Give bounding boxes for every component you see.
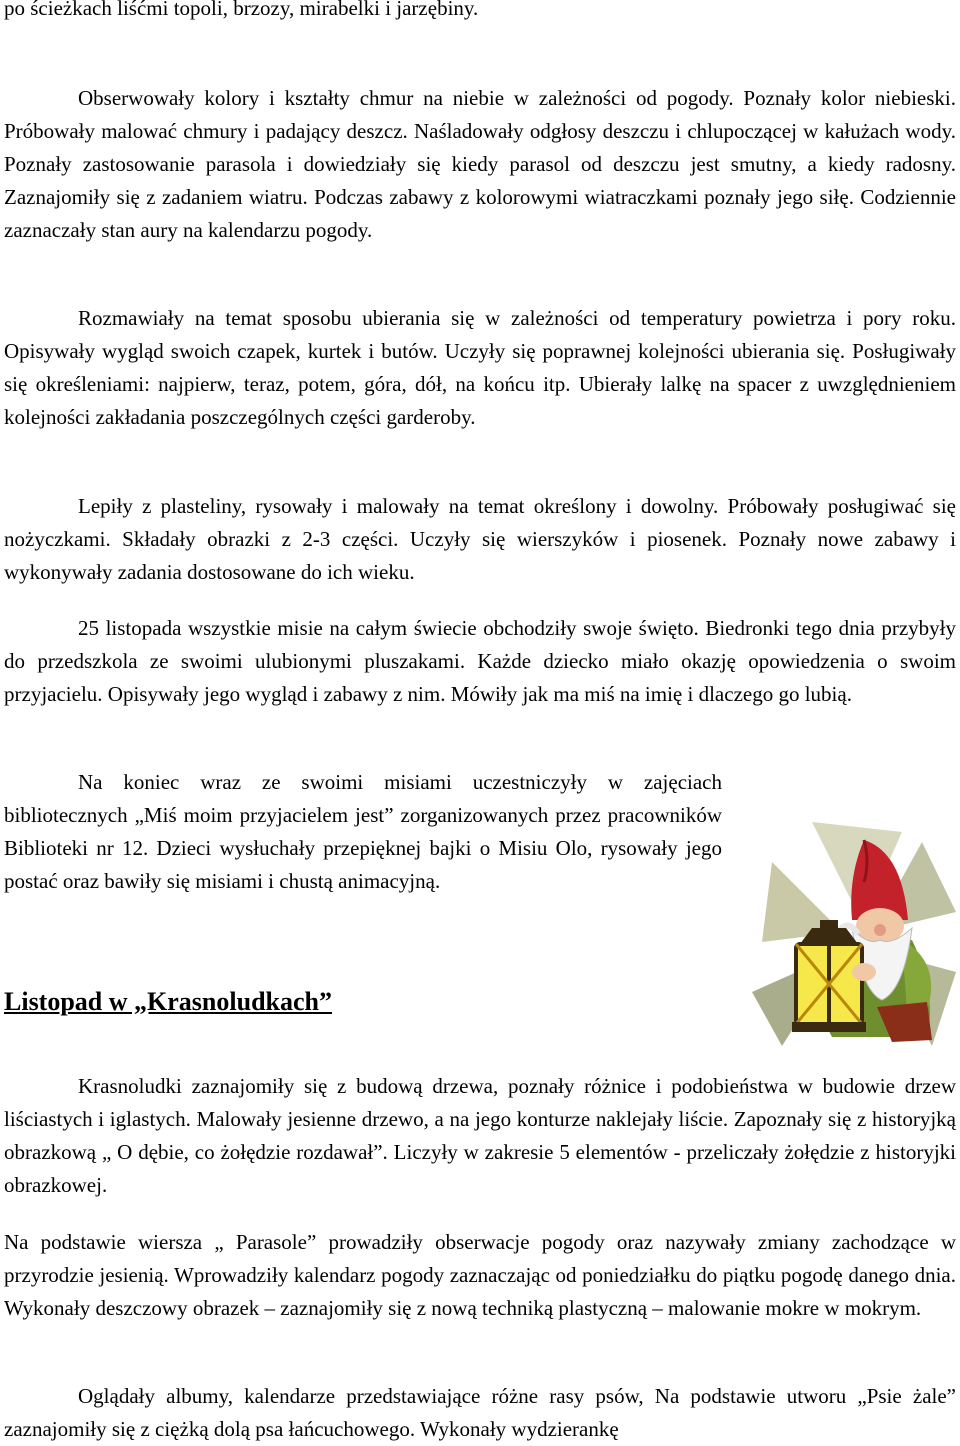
paragraph-teddy-text: 25 listopada wszystkie misie na całym świecie obchodziły swoje święto. Biedronki tego dnia przybyły do przedszkola ze swoimi ulubionymi pluszakami. Każde dziecko miało okazję opowiedzenia o swoim przyjacielu. Opisywały jego wygląd i zabawy z nim. Mówiły jak ma miś na imię i dlaczego go lubią. [4, 616, 956, 706]
paragraph-plasticine-text: Lepiły z plasteliny, rysowały i malowały na temat określony i dowolny. Próbowały posługiwać się nożyczkami. Składały obrazki z 2-3 części. Uczyły się wierszyków i piosenek. Poznały nowe zabawy i wykonywały zadania dostosowane do ich wieku. [4, 494, 956, 584]
paragraph-clouds [4, 82, 956, 247]
paragraph-clothing-text: Rozmawiały na temat sposobu ubierania się w zależności od temperatury powietrza i pory roku. Opisywały wygląd swoich czapek, kurtek i butów. Uczyły się poprawnej kolejności ubierania się. Posługiwały się określeniami: najpierw, teraz, potem, góra, dół, na końcu itp. Ubierały lalkę na spacer z uwzględnieniem kolejności zakładania poszczególnych części garderoby. [4, 306, 956, 429]
paragraph-dogs [4, 1380, 956, 1446]
paragraph-library-text: Na koniec wraz ze swoimi misiami uczestniczyły w zajęciach bibliotecznych „Miś moim przyjacielem jest” zorganizowanych przez pracowników Biblioteki nr 12. Dzieci wysłuchały przepięknej bajki o Misiu Olo, rysowały jego postać oraz bawiły się misiami i chustą animacyjną. [4, 770, 722, 893]
section-heading: Listopad w „Krasnoludkach” [4, 987, 332, 1016]
paragraph-trees-text: Krasnoludki zaznajomiły się z budową drzewa, poznały różnice i podobieństwa w budowie drzew liściastych i iglastych. Malowały jesienne drzewo, a na jego konturze naklejały liście. Zapoznały się z historyjką obrazkową „ O dębie, co żołędzie rozdawał”. Liczyły w zakresie 5 elementów - przeliczały żołędzie z historyjki obrazkowej. [4, 1074, 956, 1197]
paragraph-dogs-text: Oglądały albumy, kalendarze przedstawiające różne rasy psów, Na podstawie utworu „Psie żale” zaznajomiły się z ciężką dolą psa łańcuchowego. Wykonały wydzierankę [4, 1384, 956, 1441]
paragraph-plasticine [4, 490, 956, 589]
paragraph-library [4, 766, 722, 898]
paragraph-clothing [4, 302, 956, 434]
gnome-with-lantern-icon [752, 822, 956, 1046]
text-line-top: po ścieżkach liśćmi topoli, brzozy, mirabelki i jarzębiny. [4, 0, 479, 20]
paragraph-clouds-text: Obserwowały kolory i kształty chmur na niebie w zależności od pogody. Poznały kolor niebieski. Próbowały malować chmury i padający deszcz. Naśladowały odgłosy deszczu i chlupoczącej w kałużach wody. Poznały zastosowanie parasola i dowiedziały się kiedy parasol od deszczu jest smutny, a kiedy radosny. Zaznajomiły się z zadaniem wiatru. Podczas zabawy z kolorowymi wiatraczkami poznały jego siłę. Codziennie zaznaczały stan aury na kalendarzu pogody. [4, 86, 956, 242]
paragraph-teddy [4, 612, 956, 711]
paragraph-trees [4, 1070, 956, 1202]
paragraph-umbrellas: Na podstawie wiersza „ Parasole” prowadziły obserwacje pogody oraz nazywały zmiany zachodzące w przyrodzie jesienią. Wprowadziły kalendarz pogody zaznaczając od poniedziałku do piątku pogodę danego dnia. Wykonały deszczowy obrazek – zaznajomiły się z nową techniką plastyczną – malowanie mokre w mokrym. [4, 1230, 956, 1320]
